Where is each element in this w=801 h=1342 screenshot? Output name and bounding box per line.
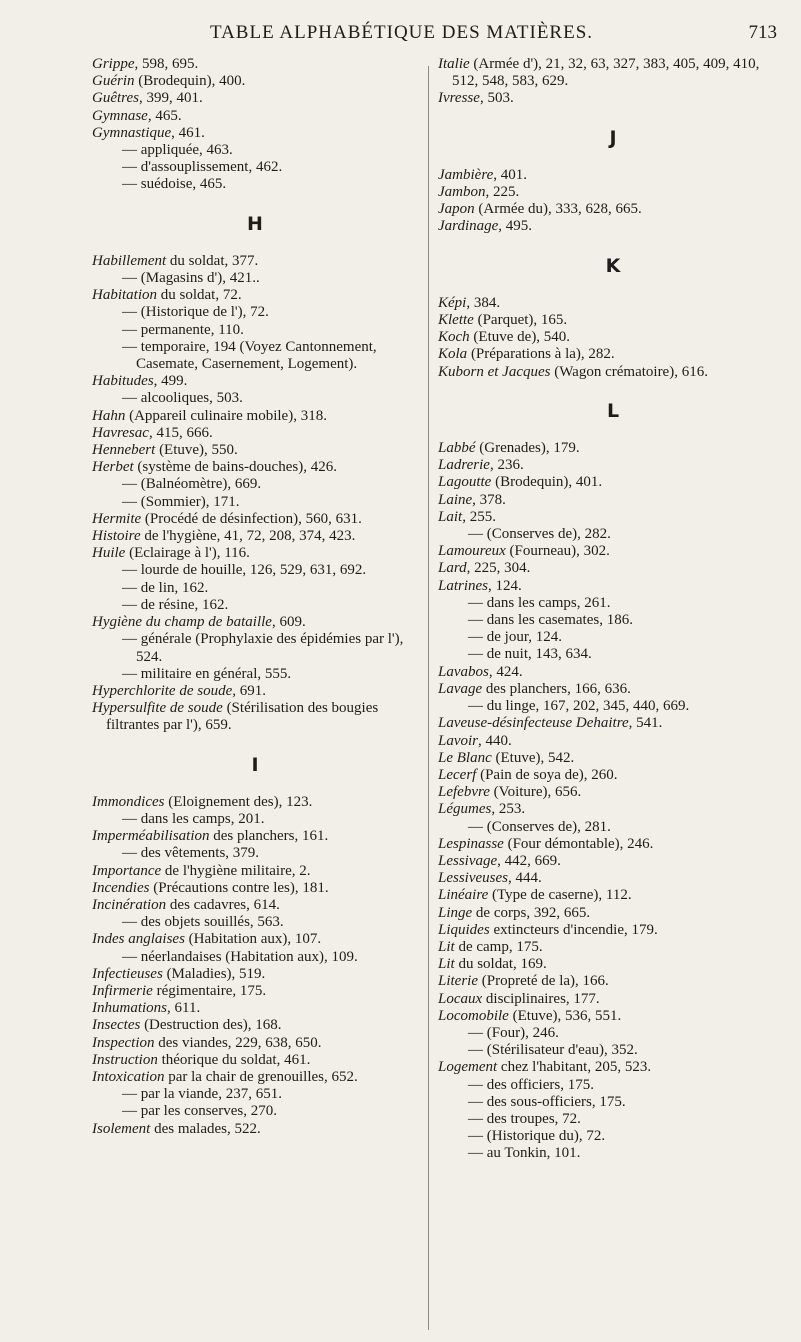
entry-term: Intoxication [92, 1068, 165, 1085]
index-entry [438, 474, 788, 491]
entry-references: (Précautions contre les), 181. [149, 879, 329, 896]
entry-references: (Etuve), 542. [491, 749, 575, 766]
index-entry [438, 346, 788, 363]
entry-term: Le Blanc [438, 749, 492, 766]
entry-term: Infirmerie [92, 982, 153, 999]
index-entry [438, 733, 788, 750]
entry-term: Jambière [438, 166, 494, 183]
index-entry [92, 897, 418, 914]
index-entry [438, 364, 788, 381]
entry-term: Képi [438, 294, 467, 311]
index-entry [438, 767, 788, 784]
index-entry [92, 1017, 418, 1034]
entry-term: Imperméabilisation [92, 828, 210, 845]
entry-references: (Etuve), 536, 551. [508, 1007, 622, 1024]
index-entry [438, 750, 788, 767]
entry-references: (Type de caserne), 112. [488, 887, 632, 904]
index-entry [438, 492, 788, 509]
entry-term: Hygiène du champ de bataille [92, 614, 272, 631]
index-entry [92, 545, 418, 562]
entry-references: (Eloignement des), 123. [164, 793, 313, 810]
entry-term: Habillement [92, 252, 167, 269]
index-subentry: — militaire en général, 555. [122, 665, 292, 682]
entry-term: Indes anglaises [92, 931, 185, 948]
index-entry [92, 528, 418, 545]
entry-references: , 503. [479, 90, 514, 107]
entry-term: Linéaire [438, 887, 489, 904]
entry-references: (Parquet), 165. [473, 312, 568, 329]
entry-term: Gymnase [92, 107, 148, 124]
entry-references: , 541. [628, 715, 663, 732]
index-subentry: — par les conserves, 270. [122, 1103, 277, 1120]
entry-term: Importance [92, 862, 162, 879]
index-entry [92, 253, 418, 270]
index-subentry: — par la viande, 237, 651. [122, 1086, 282, 1103]
index-entry [438, 312, 788, 329]
entry-term: Immondices [92, 793, 165, 810]
index-entry [92, 56, 418, 73]
section-letter: H [247, 212, 263, 235]
index-entry [92, 373, 418, 390]
index-entry [438, 956, 788, 973]
index-entry [92, 108, 418, 125]
entry-references: , 399, 401. [138, 90, 203, 107]
index-entry [92, 459, 418, 476]
entry-term: Lecerf [438, 766, 477, 783]
index-entry [438, 922, 788, 939]
index-entry [438, 991, 788, 1008]
index-entry [92, 983, 418, 1000]
index-entry [92, 863, 418, 880]
entry-term: Lespinasse [438, 835, 504, 852]
index-entry [92, 700, 418, 734]
index-entry [438, 801, 788, 818]
entry-references: par la chair de grenouilles, 652. [164, 1068, 358, 1085]
index-entry [92, 1121, 418, 1138]
index-subentry: — (Conserves de), 281. [468, 818, 611, 835]
entry-term: Lavoir [438, 732, 479, 749]
index-entry [92, 880, 418, 897]
index-entry [438, 681, 788, 698]
index-entry [438, 560, 788, 577]
entry-references: (Etuve de), 540. [469, 329, 571, 346]
entry-references: (Brodequin), 401. [491, 474, 603, 491]
entry-references: , 253. [491, 801, 526, 818]
index-entry [438, 184, 788, 201]
entry-references: , 598, 695. [134, 56, 199, 72]
entry-references: , 415, 666. [148, 424, 213, 441]
index-subentry: — des officiers, 175. [468, 1076, 594, 1093]
entry-references: (Propreté de la), 166. [478, 973, 609, 990]
entry-references: (Stérilisation des bougies filtrantes par l'), 659. [106, 700, 379, 734]
entry-term: Hahn [92, 407, 126, 424]
entry-term: Habitation [92, 287, 158, 304]
entry-references: , 225. [485, 184, 520, 201]
entry-term: Incendies [92, 879, 150, 896]
entry-references: (Wagon crématoire), 616. [550, 363, 708, 380]
index-entry [438, 853, 788, 870]
index-entry [92, 683, 418, 700]
entry-references: (Etuve), 550. [155, 442, 238, 459]
entry-references: , 401. [493, 166, 528, 183]
entry-term: Histoire [92, 528, 141, 545]
entry-references: (Appareil culinaire mobile), 318. [125, 407, 327, 424]
index-subentry: — permanente, 110. [122, 321, 244, 338]
index-subentry: — des sous-officiers, 175. [468, 1093, 626, 1110]
index-entry [438, 509, 788, 526]
index-entry [438, 973, 788, 990]
section-letter: J [609, 126, 617, 149]
entry-references: (Procédé de désinfection), 560, 631. [141, 510, 362, 527]
index-entry [438, 905, 788, 922]
index-subentry: — du linge, 167, 202, 345, 440, 669. [468, 698, 690, 715]
entry-term: Lefebvre [438, 784, 490, 801]
entry-references: (Destruction des), 168. [140, 1017, 282, 1034]
entry-references: des planchers, 161. [209, 828, 329, 845]
entry-references: des malades, 522. [150, 1120, 261, 1137]
index-entry [438, 56, 788, 90]
index-subentry: — des vêtements, 379. [122, 845, 260, 862]
entry-references: , 424. [488, 663, 523, 680]
index-subentry: — dans les camps, 261. [468, 594, 611, 611]
index-subentry: — (Stérilisateur d'eau), 352. [468, 1042, 638, 1059]
entry-references: des planchers, 166, 636. [482, 680, 631, 697]
entry-term: Instruction [92, 1051, 158, 1068]
entry-references: de l'hygiène militaire, 2. [161, 862, 311, 879]
entry-references: , 495. [498, 218, 533, 235]
index-subentry: — temporaire, 194 (Voyez Cantonnement, Casemate, Casernement, Logement). [122, 338, 377, 373]
index-column-left [92, 56, 418, 1138]
index-entry [92, 1000, 418, 1017]
entry-references: de camp, 175. [454, 938, 543, 955]
entry-references: , 124. [488, 577, 522, 594]
index-subentry: — (Sommier), 171. [122, 493, 240, 510]
index-entry [438, 329, 788, 346]
entry-term: Latrines [438, 577, 489, 594]
entry-term: Infectieuses [92, 965, 163, 982]
index-entry [92, 1052, 418, 1069]
index-entry [92, 614, 418, 631]
index-entry [92, 794, 418, 811]
entry-references: de corps, 392, 665. [472, 904, 591, 921]
index-entry [438, 440, 788, 457]
entry-references: , 236. [489, 457, 524, 474]
entry-term: Lamoureux [438, 543, 506, 560]
section-letter: L [606, 399, 620, 422]
index-subentry: — de jour, 124. [468, 629, 562, 646]
index-entry [438, 1008, 788, 1025]
section-letter: I [251, 753, 259, 776]
index-entry [92, 931, 418, 948]
index-subentry: — (Conserves de), 282. [468, 526, 611, 543]
entry-term: Guérin [92, 73, 135, 90]
entry-references: (Pain de soya de), 260. [476, 766, 618, 783]
entry-references: , 442, 669. [497, 852, 561, 869]
index-subentry: — lourde de houille, 126, 529, 631, 692. [122, 562, 367, 579]
entry-term: Liquides [438, 921, 490, 938]
index-subentry: — (Magasins d'), 421.. [122, 270, 260, 287]
index-subentry: — de résine, 162. [122, 596, 229, 613]
index-entry [438, 715, 788, 732]
index-entry [92, 73, 418, 90]
entry-references: , 465. [147, 107, 182, 124]
entry-references: , 378. [472, 491, 506, 508]
index-entry [438, 836, 788, 853]
entry-references: (Maladies), 519. [162, 965, 266, 982]
entry-references: (Voiture), 656. [489, 784, 582, 801]
entry-references: , 461. [171, 124, 205, 141]
entry-references: (Préparations à la), 282. [467, 346, 615, 363]
index-entry [438, 1059, 788, 1076]
index-subentry: — des objets souillés, 563. [122, 914, 284, 931]
index-subentry: — (Historique du), 72. [468, 1128, 606, 1145]
entry-term: Herbet [92, 459, 134, 476]
entry-references: des viandes, 229, 638, 650. [154, 1034, 322, 1051]
index-entry [92, 287, 418, 304]
section-letter: K [605, 254, 621, 277]
index-entry [438, 201, 788, 218]
entry-term: Jardinage [438, 218, 499, 235]
entry-term: Kola [438, 346, 468, 363]
entry-term: Literie [438, 973, 478, 990]
index-entry [92, 828, 418, 845]
entry-references: , 611. [167, 1000, 201, 1017]
entry-term: Incinération [92, 896, 167, 913]
entry-term: Kuborn et Jacques [438, 363, 551, 380]
index-subentry: — de nuit, 143, 634. [468, 646, 592, 663]
running-title: TABLE ALPHABÉTIQUE DES MATIÈRES. [210, 22, 594, 43]
entry-references: (Armée d'), 21, 32, 63, 327, 383, 405, 409, 410, 512, 548, 583, 629. [452, 56, 760, 90]
entry-term: Lessiveuses [438, 870, 508, 887]
entry-references: , 255. [462, 508, 496, 525]
entry-term: Locaux [438, 990, 483, 1007]
index-entry [92, 425, 418, 442]
index-entry [438, 457, 788, 474]
entry-term: Linge [438, 904, 473, 921]
index-subentry: — de lin, 162. [122, 579, 209, 596]
index-entry [92, 408, 418, 425]
index-subentry: — dans les casemates, 186. [468, 612, 633, 629]
entry-term: Hennebert [92, 442, 156, 459]
entry-references: chez l'habitant, 205, 523. [497, 1059, 652, 1076]
index-subentry: — néerlandaises (Habitation aux), 109. [122, 948, 358, 965]
entry-term: Lait [438, 508, 463, 525]
entry-references: , 444. [508, 870, 542, 887]
entry-references: , 609. [271, 614, 306, 631]
entry-term: Koch [438, 329, 470, 346]
entry-term: Gymnastique [92, 124, 172, 141]
entry-term: Inhumations [92, 1000, 167, 1017]
entry-term: Logement [438, 1059, 498, 1076]
index-entry [438, 784, 788, 801]
index-subentry: — générale (Prophylaxie des épidémies par l'), 524. [122, 631, 404, 665]
index-entry [92, 90, 418, 107]
entry-term: Hypersulfite de soude [92, 700, 223, 717]
index-subentry: — au Tonkin, 101. [468, 1145, 581, 1162]
entry-references: , 384. [466, 294, 501, 311]
entry-term: Locomobile [438, 1007, 509, 1024]
entry-term: Lessivage [438, 852, 498, 869]
index-entry [438, 543, 788, 560]
entry-references: , 440. [478, 732, 512, 749]
entry-references: théorique du soldat, 461. [157, 1051, 311, 1068]
entry-references: , 691. [232, 682, 266, 699]
entry-term: Habitudes [92, 373, 154, 390]
entry-references: (Fourneau), 302. [505, 543, 610, 560]
index-entry [92, 125, 418, 142]
entry-term: Lagoutte [438, 474, 492, 491]
index-entry [438, 578, 788, 595]
entry-references: du soldat, 169. [454, 956, 547, 973]
entry-term: Insectes [92, 1017, 141, 1034]
entry-term: Lit [438, 956, 455, 973]
entry-references: , 225, 304. [466, 560, 531, 577]
entry-term: Inspection [92, 1034, 155, 1051]
entry-term: Ladrerie [438, 457, 490, 474]
entry-term: Lard [438, 560, 467, 577]
index-entry [438, 167, 788, 184]
entry-references: (système de bains-douches), 426. [133, 459, 337, 476]
index-entry [92, 1069, 418, 1086]
entry-term: Isolement [92, 1120, 151, 1137]
entry-references: disciplinaires, 177. [482, 990, 600, 1007]
entry-term: Labbé [438, 440, 476, 457]
index-entry [438, 939, 788, 956]
index-entry [92, 966, 418, 983]
entry-term: Japon [438, 201, 475, 218]
entry-references: , 499. [153, 373, 188, 390]
index-entry [438, 295, 788, 312]
index-entry [438, 870, 788, 887]
entry-term: Lavabos [438, 663, 489, 680]
entry-term: Jambon [438, 184, 486, 201]
entry-term: Ivresse [438, 90, 480, 107]
entry-term: Légumes [438, 801, 492, 818]
entry-term: Hyperchlorite de soude [92, 682, 233, 699]
entry-references: du soldat, 72. [157, 287, 242, 304]
entry-references: régimentaire, 175. [152, 982, 267, 999]
index-entry [92, 511, 418, 528]
index-subentry: — dans les camps, 201. [122, 810, 265, 827]
entry-references: (Eclairage à l'), 116. [125, 545, 250, 562]
index-entry [438, 218, 788, 235]
entry-term: Laine [438, 491, 473, 508]
entry-references: extincteurs d'incendie, 179. [489, 921, 658, 938]
entry-term: Lit [438, 938, 455, 955]
index-subentry: — appliquée, 463. [122, 142, 233, 159]
index-subentry: — alcooliques, 503. [122, 390, 243, 407]
index-subentry: — (Historique de l'), 72. [122, 304, 269, 321]
index-subentry: — (Four), 246. [468, 1024, 559, 1041]
index-subentry: — des troupes, 72. [468, 1110, 581, 1127]
index-entry [438, 664, 788, 681]
entry-term: Grippe [92, 56, 135, 72]
index-subentry: — (Balnéomètre), 669. [122, 476, 262, 493]
entry-references: (Four démontable), 246. [503, 835, 654, 852]
index-column-right [438, 56, 788, 1163]
entry-references: (Grenades), 179. [475, 440, 580, 457]
index-entry [92, 442, 418, 459]
entry-term: Laveuse-désinfecteuse Dehaitre [438, 715, 629, 732]
index-subentry: — d'assouplissement, 462. [122, 159, 283, 176]
index-subentry: — suédoise, 465. [122, 176, 227, 193]
entry-term: Klette [438, 312, 474, 329]
entry-term: Huile [92, 545, 126, 562]
page-number: 713 [748, 22, 777, 43]
entry-references: (Brodequin), 400. [134, 73, 246, 90]
column-divider [428, 66, 429, 1330]
page-header [0, 14, 801, 44]
index-entry [92, 1035, 418, 1052]
entry-references: du soldat, 377. [166, 252, 259, 269]
index-entry [438, 90, 788, 107]
entry-references: des cadavres, 614. [166, 896, 280, 913]
entry-references: (Habitation aux), 107. [184, 931, 322, 948]
entry-term: Lavage [438, 680, 483, 697]
entry-term: Hermite [92, 510, 142, 527]
entry-term: Italie [438, 56, 470, 72]
entry-term: Guêtres [92, 90, 139, 107]
entry-term: Havresac [92, 424, 149, 441]
entry-references: (Armée du), 333, 628, 665. [474, 201, 642, 218]
entry-references: de l'hygiène, 41, 72, 208, 374, 423. [140, 528, 356, 545]
index-entry [438, 887, 788, 904]
